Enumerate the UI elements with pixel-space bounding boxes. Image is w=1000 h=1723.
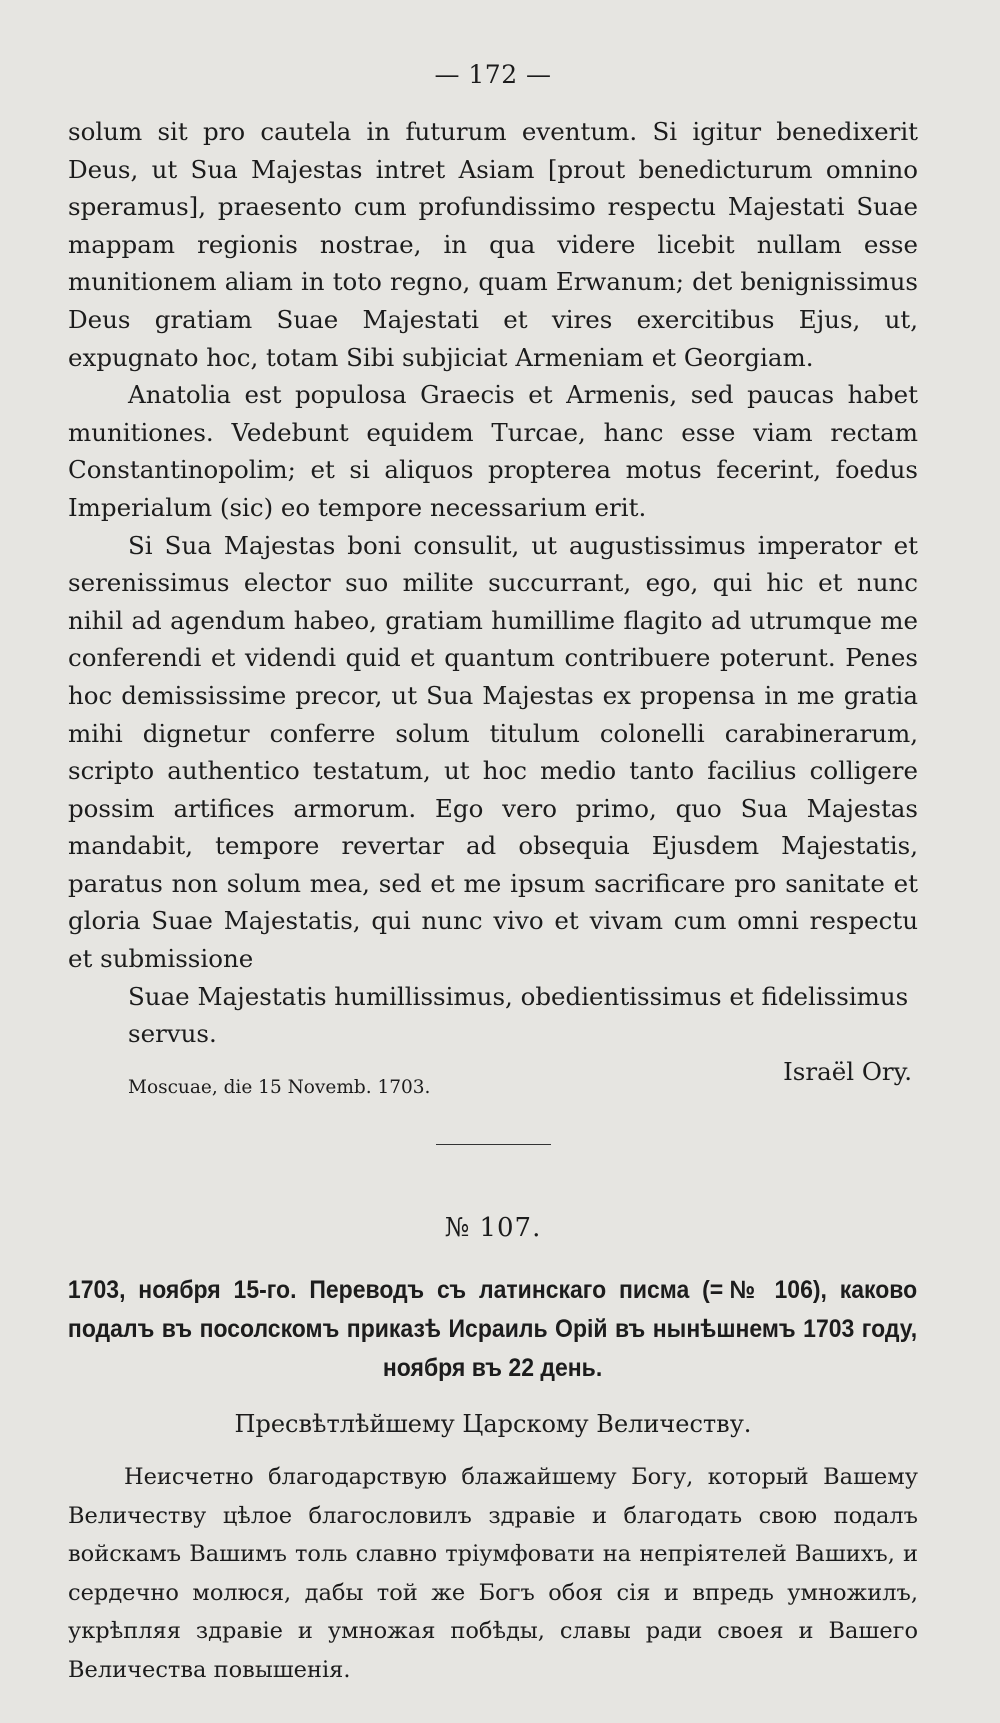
document-heading: 1703, ноября 15-го. Переводъ съ латинскаго писма (=№ 106), каково подалъ въ посолскомъ приказѣ Исраиль Орій въ нынѣшнемъ 1703 году, ноября въ 22 день. — [68, 1276, 918, 1383]
document-number: № 107. — [444, 1213, 542, 1244]
latin-letter-body — [68, 113, 918, 978]
document-address: Пресвѣтлѣйшему Царскому Величеству. — [234, 1410, 752, 1439]
letter-date-line: Moscuae, die 15 Novemb. 1703. — [128, 1077, 431, 1099]
section-divider — [436, 1144, 551, 1145]
letter-signature: Israël Ory. — [783, 1056, 912, 1086]
letter-closing: Suae Majestatis humillissimus, obedientissimus et fidelissimus servus. — [128, 981, 909, 1049]
russian-letter-body — [68, 1458, 918, 1689]
page-number: — 172 — — [434, 60, 552, 89]
latin-paragraph-2: Anatolia est populosa Graecis et Armenis, sed paucas habet munitiones. Vedebunt equidem Turcae, hanc esse viam rectam Constantinopolim; et si aliquos propterea motus fecerint, foedus Imperialum (sic) eo tempore necessarium erit. — [68, 380, 918, 522]
latin-paragraph-3: Si Sua Majestas boni consulit, ut augustissimus imperator et serenissimus elector suo milite succurrant, ego, qui hic et nunc nihil ad agendum habeo, gratiam humillime flagito ad utrumque me conferendi et videndi quid et quantum contribuere poterunt. Penes hoc demississime precor, ut Sua Majestas ex propensa in me gratia mihi dignetur conferre solum titulum colonelli carabinerarum, scripto authentico testatum, ut hoc medio tanto facilius colligere possim artifices armorum. Ego vero primo, quo Sua Majestas mandabit, tempore revertar ad obsequia Ejusdem Majestatis, paratus non solum mea, sed et me ipsum sacrificare pro sanitate et gloria Suae Majestatis, qui nunc vivo et vivam cum omni respectu et submissione — [68, 530, 918, 974]
russian-paragraph-1: Неисчетно благодарствую блажайшему Богу, который Вашему Величеству цѣлое благословилъ здравіе и благодать свою подалъ войскамъ Вашимъ толь славно тріумфовати на непріятелей Вашихъ, и сердечно молюся, дабы той же Богъ обоя сія и впредь умножилъ, укрѣпляя здравіе и умножая побѣды, славы ради своея и Вашего Величества повышенія. — [68, 1464, 918, 1683]
latin-paragraph-1: solum sit pro cautela in futurum eventum. Si igitur benedixerit Deus, ut Sua Majestas intret Asiam [prout benedicturum omnino speramus], praesento cum profundissimo respectu Majestati Suae mappam regionis nostrae, in qua videre licebit nullam esse munitionem aliam in toto regno, quam Erwanum; det benignissimus Deus gratiam Suae Majestati et vires exercitibus Ejus, ut, expugnato hoc, totam Sibi subjiciat Armeniam et Georgiam. — [68, 117, 918, 372]
